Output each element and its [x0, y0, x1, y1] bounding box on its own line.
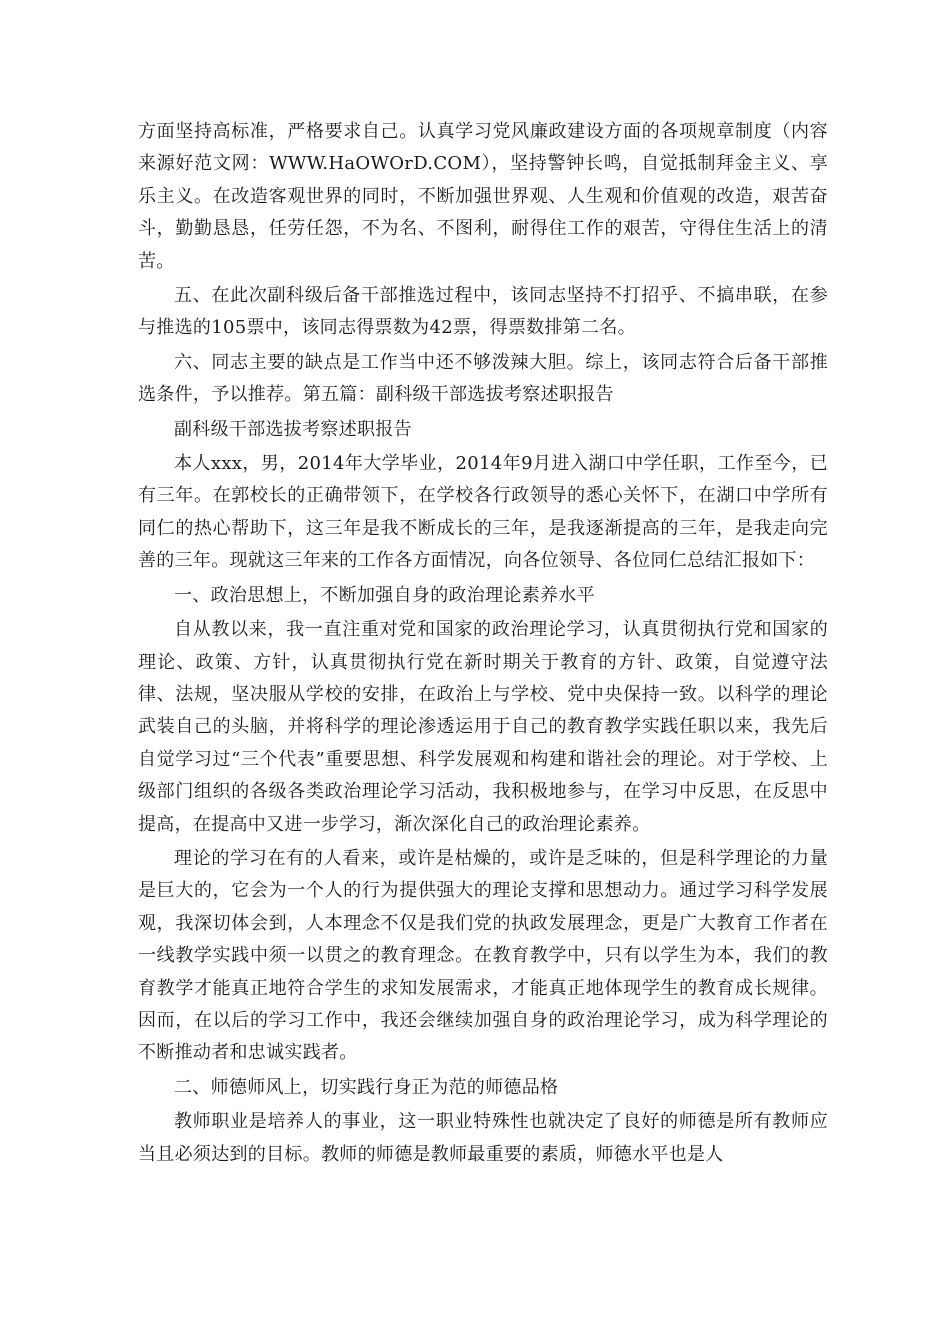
section-heading-ethics: 二、师德师风上，切实践行身正为范的师德品格: [174, 1076, 559, 1098]
paragraph-item-six: 六、同志主要的缺点是工作当中还不够泼辣大胆。综上，该同志符合后备干部推选条件，予以推荐。第五篇：副科级干部选拔考察述职报告: [138, 351, 828, 406]
paragraph-intro: 本人xxx，男，2014年大学毕业，2014年9月进入湖口中学任职，工作至今，已有三年。在郭校长的正确带领下，在学校各行政领导的悉心关怀下，在湖口中学所有同仁的热心帮助下，这三年是我不断成长的三年，是我逐渐提高的三年，是我走向完善的三年。现就这三年来的工作各方面情况，向各位领导、各位同仁总结汇报如下：: [138, 453, 828, 572]
paragraph-item-five: 五、在此次副科级后备干部推选过程中，该同志坚持不打招乎、不搞串联，在参与推选的105票中，该同志得票数为42票，得票数排第二名。: [138, 285, 828, 339]
paragraph-political-study: 自从教以来，我一直注重对党和国家的政治理论学习，认真贯彻执行党和国家的理论、政策、方针，认真贯彻执行党在新时期关于教育的方针、政策，自觉遵守法律、法规，坚决服从学校的安排，在政治上与学校、党中央保持一致。以科学的理论武装自己的头脑，并将科学的理论渗透运用于自己的教育教学实践任职以来，我先后自觉学习过“三个代表”重要思想、科学发展观和构建和谐社会的理论。对于学校、上级部门组织的各级各类政治理论学习活动，我积极地参与，在学习中反思，在反思中提高，在提高中又进一步学习，渐次深化自己的政治理论素养。: [138, 619, 828, 835]
paragraph-ethics: 教师职业是培养人的事业，这一职业特殊性也就决定了良好的师德是所有教师应当且必须达到的目标。教师的师德是教师最重要的素质，师德水平也是人: [138, 1111, 828, 1165]
report-title: 副科级干部选拔考察述职报告: [174, 418, 412, 440]
paragraph-theory: 理论的学习在有的人看来，或许是枯燥的，或许是乏味的，但是科学理论的力量是巨大的，它会为一个人的行为提供强大的理论支撑和思想动力。通过学习科学发展观，我深切体会到，人本理念不仅是我们党的执政发展理念，更是广大教育工作者在一线教学实践中须一以贯之的教育理念。在教育教学中，只有以学生为本，我们的教育教学才能真正地符合学生的求知发展需求，才能真正地体现学生的教育成长规律。因而，在以后的学习工作中，我还会继续加强自身的政治理论学习，成为科学理论的不断推动者和忠诚实践者。: [138, 847, 828, 1064]
paragraph-continuation: 方面坚持高标准，严格要求自己。认真学习党风廉政建设方面的各项规章制度（内容来源好范文网：WWW.HaOWOrD.COM），坚持警钟长鸣，自觉抵制拜金主义、享乐主义。在改造客观世界的同时，不断加强世界观、人生观和价值观的改造，艰苦奋斗，勤勤恳恳，任劳任怨，不为名、不图利，耐得住工作的艰苦，守得住生活上的清苦。: [138, 121, 828, 272]
section-heading-political: 一、政治思想上，不断加强自身的政治理论素养水平: [174, 584, 595, 606]
document-page: [138, 116, 828, 1173]
